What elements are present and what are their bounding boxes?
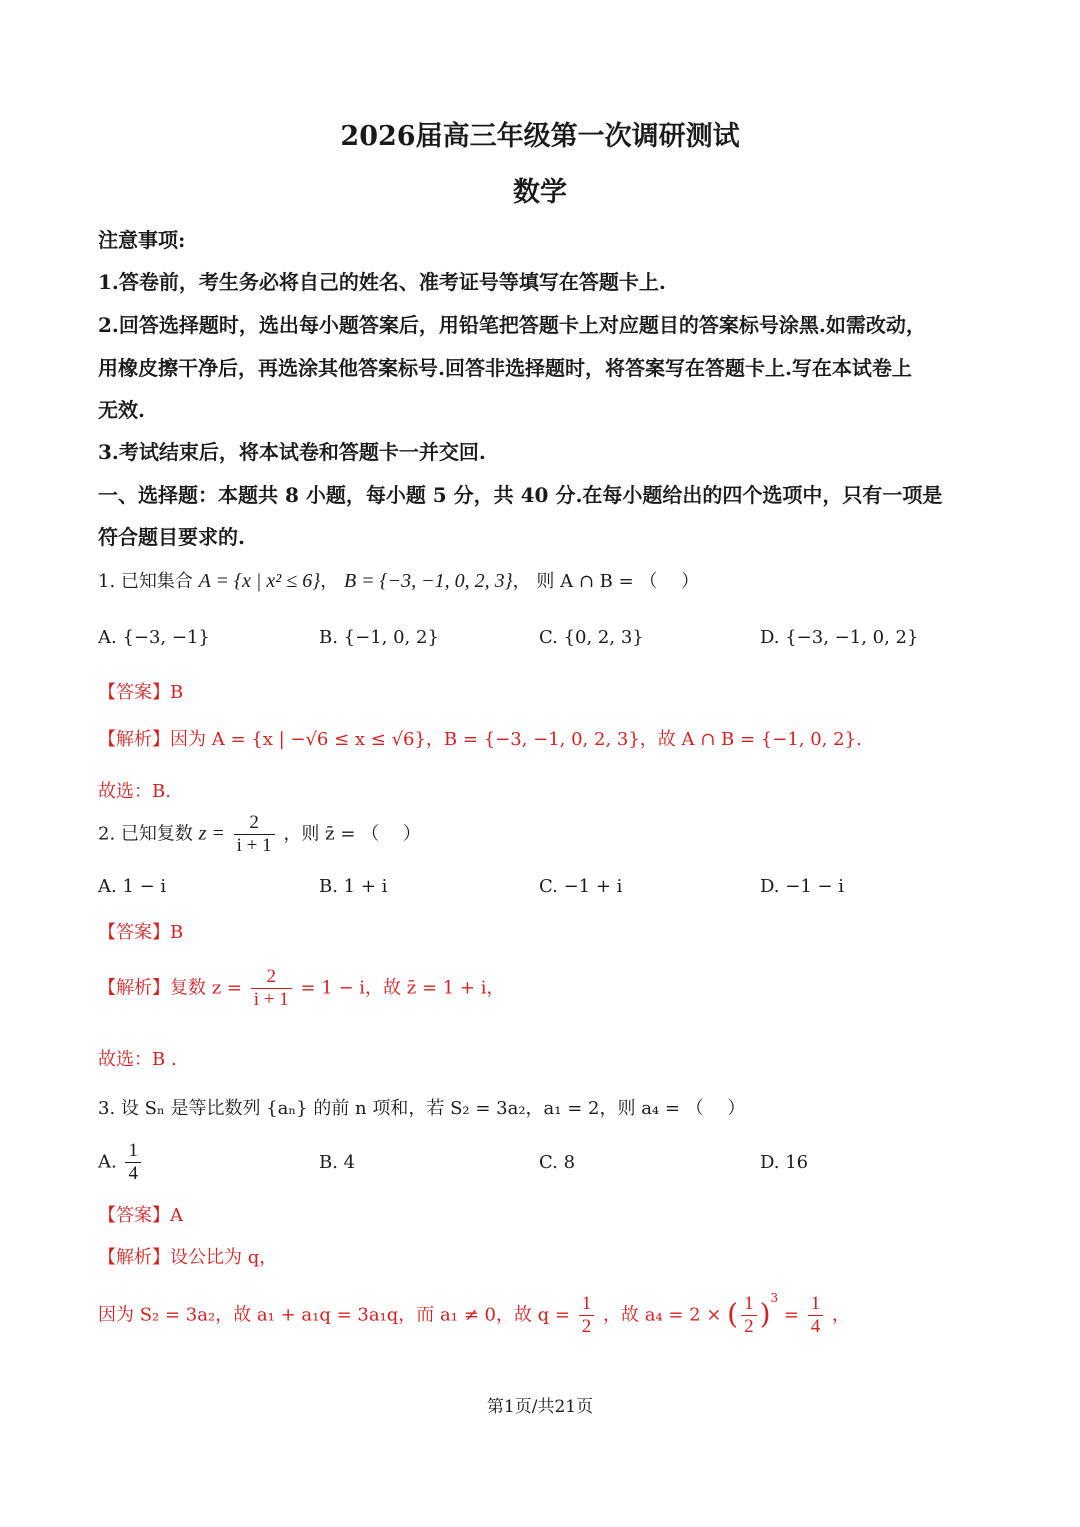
- left-paren: (: [727, 1297, 739, 1331]
- question-1-option-a: A. {−3, −1}: [98, 627, 210, 648]
- question-1-option-d: D. {−3, −1, 0, 2}: [760, 627, 919, 648]
- question-2-stem: [98, 812, 421, 857]
- question-1-prefix: 1. 已知集合: [98, 571, 193, 592]
- question-3-step-equals: =: [783, 1304, 799, 1326]
- question-2-conclusion: 故选：B .: [98, 1049, 177, 1070]
- question-1-option-c: C. {0, 2, 3}: [539, 627, 644, 648]
- question-1-analysis-label: 【解析】: [98, 729, 170, 750]
- question-2-numerator: 2: [234, 812, 275, 835]
- question-2-ask: ，则 z̄ = （ ）: [283, 823, 421, 845]
- section-1-instructions-line-1: 一、选择题：本题共 8 小题，每小题 5 分，共 40 分.在每小题给出的四个选项中，只有一项是: [98, 483, 943, 507]
- question-3-step-fraction-ratio: [741, 1293, 757, 1338]
- question-3-step-ratio-denominator: 2: [744, 1316, 754, 1337]
- notes-heading: 注意事项:: [98, 228, 186, 252]
- question-3-stem: 3. 设 Sₙ 是等比数列 {aₙ} 的前 n 项和，若 S₂ = 3a₂，a₁ = 2，则 a₄ = （ ）: [98, 1098, 746, 1119]
- question-3-option-b: B. 4: [319, 1152, 356, 1173]
- question-3-option-a: [98, 1140, 144, 1185]
- note-item-2-line-1: 2.回答选择题时，选出每小题答案后，用铅笔把答题卡上对应题目的答案标号涂黑.如需改动，: [98, 313, 926, 337]
- question-2-fraction: [234, 812, 275, 857]
- question-3-option-a-fraction: [125, 1140, 141, 1185]
- question-3-step-fraction-q-denominator: 2: [581, 1316, 592, 1337]
- question-3-option-d: D. 16: [760, 1152, 809, 1173]
- question-3-option-c: C. 8: [539, 1152, 576, 1173]
- question-2-option-b: B. 1 + i: [319, 876, 388, 897]
- note-item-1: 1.答卷前，考生务必将自己的姓名、准考证号等填写在答题卡上.: [98, 270, 666, 294]
- question-2-option-d: D. −1 − i: [760, 876, 845, 897]
- question-1-option-b: B. {−1, 0, 2}: [319, 627, 439, 648]
- question-2-analysis: [98, 966, 505, 1011]
- question-1-answer: 【答案】B: [98, 682, 184, 703]
- question-3-analysis-label: 【解析】: [98, 1247, 170, 1268]
- question-1-ask: 则 A ∩ B = （ ）: [536, 571, 700, 592]
- question-3-option-a-numerator: 1: [125, 1140, 141, 1163]
- question-2-z: z =: [198, 822, 225, 845]
- note-item-2-line-3: 无效.: [98, 398, 145, 422]
- question-2-analysis-pre: 复数 z =: [170, 977, 243, 999]
- question-2-option-a: A. 1 − i: [98, 876, 167, 897]
- question-3-option-a-label: A.: [98, 1151, 117, 1173]
- question-3-step-fraction-q-numerator: 1: [579, 1293, 595, 1316]
- right-paren: ): [759, 1297, 771, 1331]
- question-3-step-end: ，: [831, 1304, 850, 1326]
- question-2-denominator: i + 1: [236, 835, 272, 856]
- question-1-set-b: B = {−3, −1, 0, 2, 3}: [343, 570, 513, 592]
- question-3-answer: 【答案】A: [98, 1205, 183, 1226]
- note-item-2-line-2: 用橡皮擦干净后，再选涂其他答案标号.回答非选择题时，将答案写在答题卡上.写在本试卷上: [98, 356, 912, 380]
- question-2-analysis-label: 【解析】: [98, 977, 170, 999]
- question-1-analysis-text: 因为 A = {x | −√6 ≤ x ≤ √6}，B = {−3, −1, 0, 2, 3}，故 A ∩ B = {−1, 0, 2}.: [170, 729, 862, 750]
- section-1-instructions-line-2: 符合题目要求的.: [98, 525, 245, 549]
- question-3-step-result-numerator: 1: [808, 1293, 824, 1316]
- question-2-analysis-post: = 1 − i，故 z̄ = 1 + i，: [300, 977, 505, 999]
- question-2-analysis-numerator: 2: [251, 966, 292, 989]
- question-2-option-c: C. −1 + i: [539, 876, 623, 897]
- page-number: 第1页/共21页: [486, 1397, 594, 1417]
- subject-title: 数学: [513, 177, 567, 208]
- question-3-step-exponent: 3: [770, 1290, 779, 1305]
- question-3-step-pre: 因为 S₂ = 3a₂，故 a₁ + a₁q = 3a₁q，而 a₁ ≠ 0，故 q =: [98, 1304, 570, 1326]
- question-2-answer: 【答案】B: [98, 922, 184, 943]
- question-3-step-mid: ，故 a₄ = 2 ×: [602, 1304, 722, 1326]
- question-1-set-a: A = {x | x² ≤ 6}: [198, 570, 321, 592]
- question-1-analysis: [98, 725, 862, 751]
- question-3-analysis: [98, 1243, 277, 1269]
- question-2-analysis-fraction: [251, 966, 292, 1011]
- question-1-stem: 1. 已知集合 A = {x | x² ≤ 6}， B = {−3, −1, 0, 2, 3}， 则 A ∩ B = （ ）: [98, 570, 700, 592]
- question-3-step-fraction-result: [808, 1293, 824, 1338]
- question-2-analysis-denominator: i + 1: [253, 989, 289, 1010]
- question-3-option-a-denominator: 4: [128, 1163, 138, 1184]
- question-3-analysis-text: 设公比为 q，: [170, 1247, 278, 1268]
- exam-title: 2026届高三年级第一次调研测试: [340, 121, 740, 152]
- question-3-step-fraction-q: [579, 1293, 595, 1338]
- note-item-3: 3.考试结束后，将本试卷和答题卡一并交回.: [98, 440, 486, 464]
- question-3-step-result-denominator: 4: [810, 1316, 821, 1337]
- question-3-solution-step: [98, 1290, 850, 1338]
- question-2-prefix: 2. 已知复数: [98, 823, 193, 845]
- question-3-step-ratio-numerator: 1: [741, 1293, 757, 1316]
- question-1-conclusion: 故选：B.: [98, 781, 171, 802]
